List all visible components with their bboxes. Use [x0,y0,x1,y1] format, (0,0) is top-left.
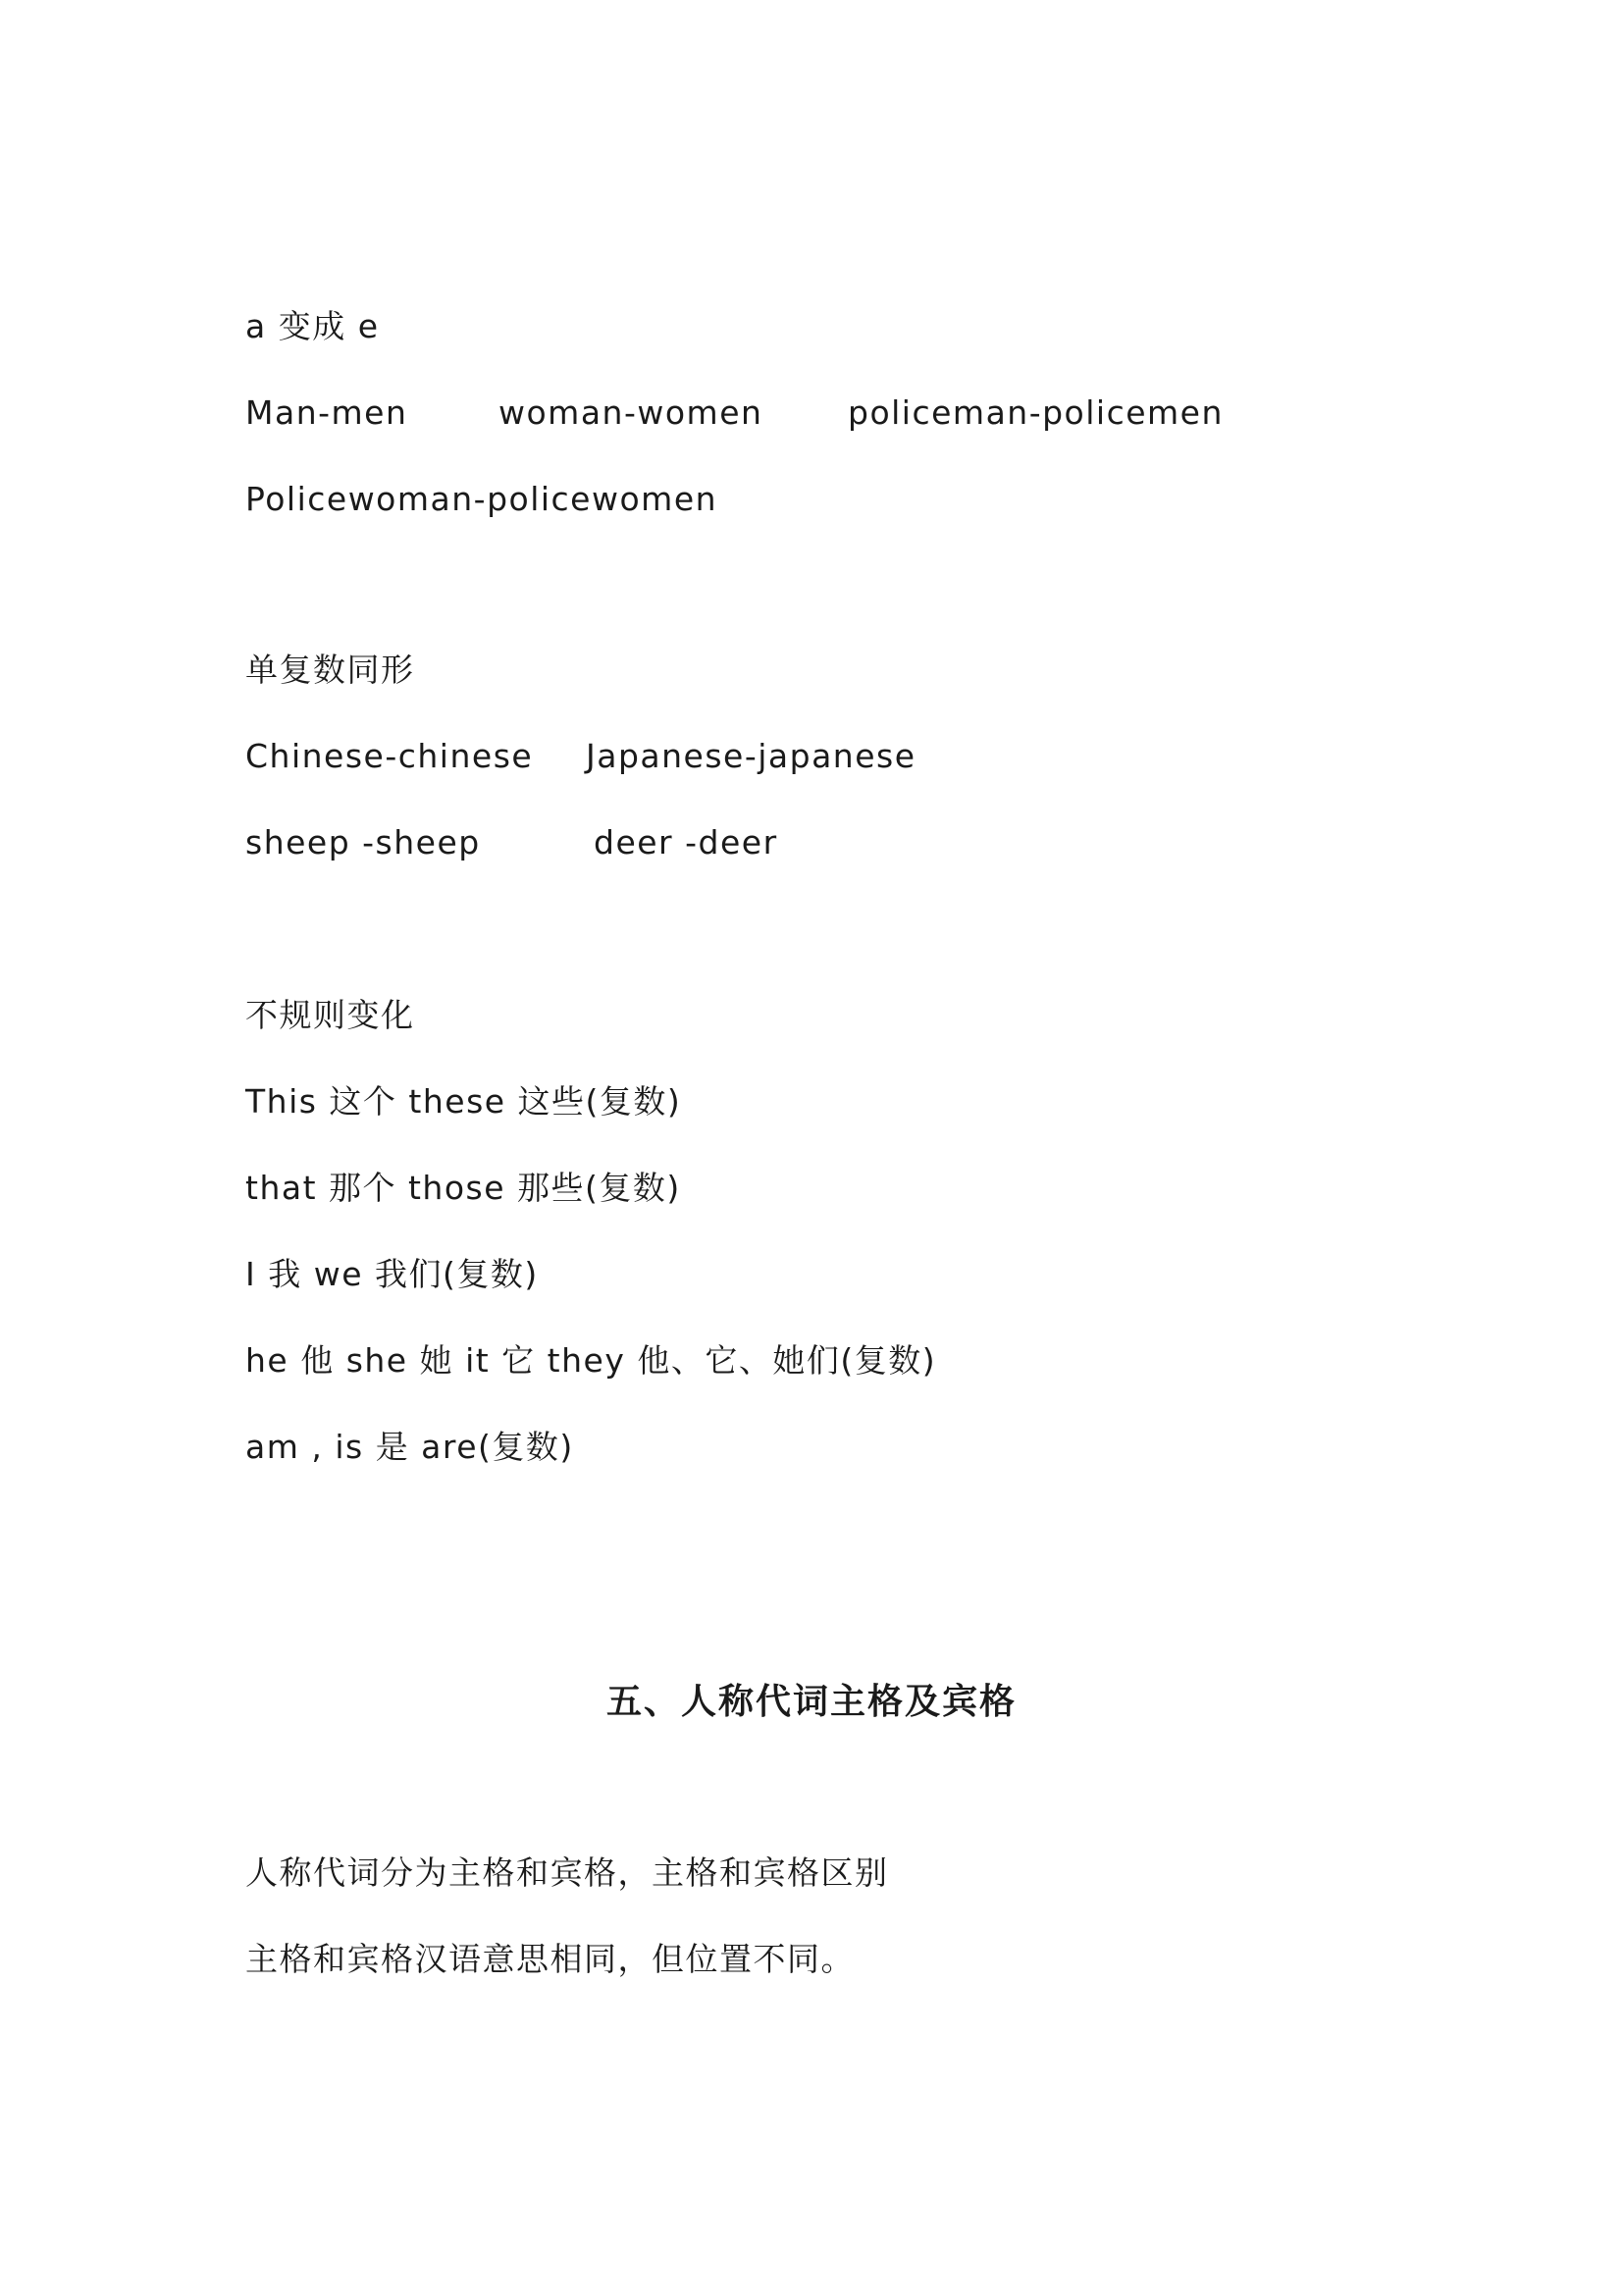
section-title-five: 五、人称代词主格及宾格 [605,1682,1017,1722]
irregular-line: I 我 we 我们(复数) [245,1255,539,1293]
irregular-line: This 这个 these 这些(复数) [245,1082,682,1121]
example-item: woman-women [498,393,763,432]
section-heading-same-form: 单复数同形 [245,651,415,689]
body-text-line: 主格和宾格汉语意思相同，但位置不同。 [245,1940,855,1978]
example-row [245,823,1227,862]
example-row [245,737,1227,776]
irregular-line: that 那个 those 那些(复数) [245,1169,681,1207]
example-item: Chinese-chinese [245,737,534,775]
section-heading-irregular: 不规则变化 [245,996,415,1034]
example-item: deer -deer [594,823,778,861]
example-row [245,393,1227,433]
example-item: policeman-policemen [848,393,1224,432]
example-item: Policewoman-policewomen [245,480,718,518]
body-text-line: 人称代词分为主格和宾格，主格和宾格区别 [245,1853,889,1892]
irregular-line: he 他 she 她 it 它 they 他、它、她们(复数) [245,1341,937,1380]
example-item: Man-men [245,393,408,432]
example-item: sheep -sheep [245,823,481,861]
irregular-line: am , is 是 are(复数) [245,1428,574,1466]
example-item: Japanese-japanese [586,737,916,775]
section-heading-a-to-e: a 变成 e [245,307,380,345]
